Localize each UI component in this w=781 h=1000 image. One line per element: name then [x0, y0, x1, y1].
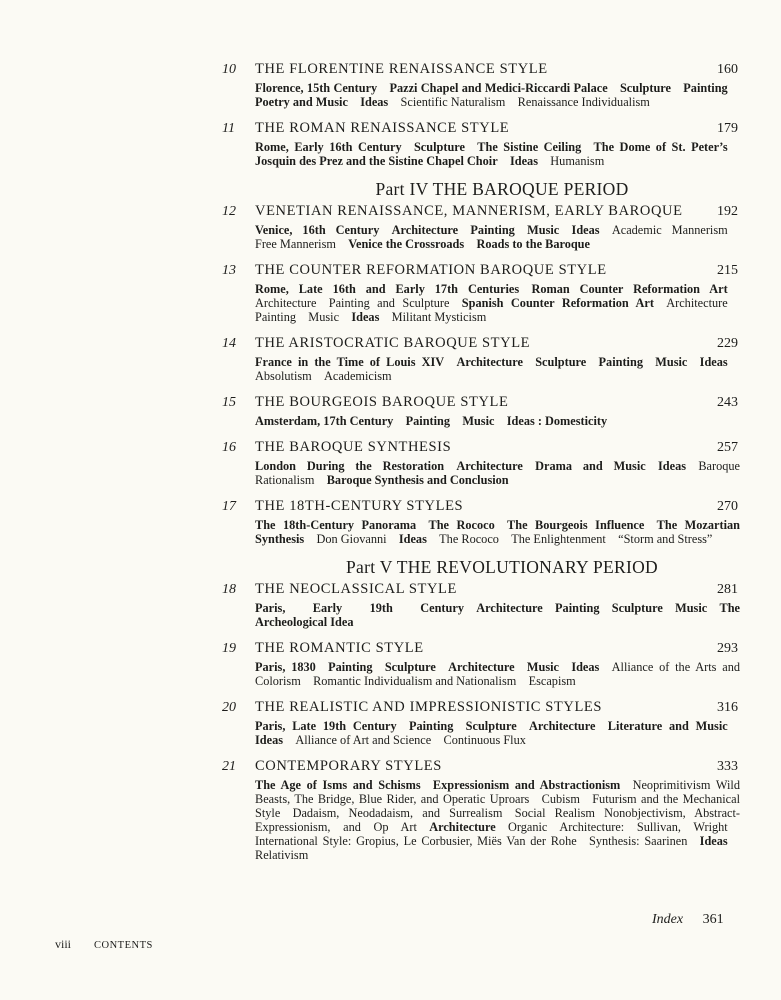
- description-segment: Painting: [328, 660, 373, 674]
- description-segment: Escapism: [528, 674, 576, 688]
- description-segment: The Rococo: [428, 518, 495, 532]
- description-segment: Sculpture: [413, 140, 465, 154]
- description-segment: The Sistine Ceiling: [477, 140, 582, 154]
- description-segment: Ideas : Domesticity: [506, 414, 608, 428]
- chapter-page-number: 270: [717, 499, 738, 514]
- description-segment: Architecture: [255, 296, 317, 310]
- toc-chapter-10[interactable]: [224, 60, 740, 109]
- description-segment: The Archeological Idea: [255, 601, 740, 629]
- chapter-title: THE FLORENTINE RENAISSANCE STYLE: [255, 61, 548, 77]
- toc-chapter-12[interactable]: [224, 202, 740, 251]
- chapter-heading: [224, 698, 740, 718]
- part-heading-iv: Part IV THE BAROQUE PERIOD: [375, 179, 629, 199]
- description-segment: Sculpture: [619, 81, 671, 95]
- chapter-heading: [224, 202, 740, 222]
- description-segment: Relativism: [255, 848, 309, 862]
- chapter-title: VENETIAN RENAISSANCE, MANNERISM, EARLY BAROQUE: [255, 203, 683, 219]
- chapter-heading: [224, 580, 740, 600]
- toc-chapter-11[interactable]: [224, 119, 740, 168]
- description-segment: Architecture: [456, 355, 523, 369]
- description-segment: Architecture: [529, 719, 596, 733]
- description-segment: Music: [308, 310, 340, 324]
- chapter-title: THE ARISTOCRATIC BAROQUE STYLE: [255, 335, 531, 351]
- part-heading-v: Part V THE REVOLUTIONARY PERIOD: [346, 557, 658, 577]
- description-segment: Organic Architecture: Sullivan, Wright: [508, 820, 728, 834]
- chapter-number: 12: [222, 204, 236, 219]
- chapter-heading: [224, 438, 740, 458]
- chapter-number: 18: [222, 582, 236, 597]
- description-segment: Literature and Music: [607, 719, 728, 733]
- description-segment: Painting: [598, 355, 643, 369]
- description-segment: Painting: [255, 310, 296, 324]
- chapter-number: 21: [222, 759, 236, 774]
- description-segment: Synthesis: Saarinen: [589, 834, 688, 848]
- description-segment: Militant Mysticism: [391, 310, 487, 324]
- description-segment: Architecture: [429, 820, 496, 834]
- page-footer: [55, 937, 153, 952]
- chapter-title: THE ROMANTIC STYLE: [255, 640, 424, 656]
- description-segment: Pazzi Chapel and Medici-Riccardi Palace: [389, 81, 608, 95]
- description-segment: Poetry and Music: [255, 95, 348, 109]
- description-segment: Paris, Early 19th Century: [255, 601, 464, 615]
- description-segment: Paris, 1830: [255, 660, 316, 674]
- chapter-heading: [224, 334, 740, 354]
- description-segment: Music: [462, 414, 495, 428]
- chapter-description: [255, 355, 740, 383]
- chapter-title: THE ROMAN RENAISSANCE STYLE: [255, 120, 510, 136]
- chapter-description: [255, 660, 740, 688]
- description-segment: Architecture: [456, 459, 523, 473]
- description-segment: Sculpture: [384, 660, 436, 674]
- chapter-title: THE BAROQUE SYNTHESIS: [255, 439, 452, 455]
- chapter-page-number: 293: [717, 641, 738, 656]
- description-segment: Ideas: [571, 223, 600, 237]
- description-segment: Expressionism and Abstractionism: [432, 778, 621, 792]
- description-segment: Absolutism: [255, 369, 312, 383]
- chapter-heading: [224, 497, 740, 517]
- chapter-heading: [224, 119, 740, 139]
- index-page: 361: [702, 912, 724, 927]
- chapter-description: [255, 518, 740, 546]
- description-segment: Sculpture: [611, 601, 663, 615]
- description-segment: Ideas: [658, 459, 687, 473]
- description-segment: Architecture: [448, 660, 515, 674]
- chapter-description: [255, 414, 740, 428]
- description-segment: London During the Restoration: [255, 459, 445, 473]
- description-segment: The 18th-Century Panorama: [255, 518, 417, 532]
- description-segment: Drama and Music: [535, 459, 646, 473]
- chapter-number: 11: [222, 121, 235, 136]
- chapter-description: [255, 282, 740, 324]
- description-segment: Rome, Early 16th Century: [255, 140, 402, 154]
- description-segment: Painting: [405, 414, 451, 428]
- chapter-heading: [224, 60, 740, 80]
- description-segment: Scientific Naturalism: [400, 95, 506, 109]
- toc-chapter-21[interactable]: [224, 757, 740, 862]
- chapter-number: 15: [222, 395, 236, 410]
- description-segment: Roman Counter Reformation Art: [531, 282, 728, 296]
- description-segment: Alliance of the Arts and Colorism: [255, 660, 741, 688]
- chapter-page-number: 229: [717, 336, 738, 351]
- description-segment: Architecture: [666, 296, 728, 310]
- chapter-page-number: 192: [717, 204, 738, 219]
- description-segment: Amsterdam, 17th Century: [255, 414, 394, 428]
- chapter-page-number: 179: [717, 121, 738, 136]
- chapter-page-number: 160: [717, 62, 738, 77]
- chapter-title: THE BOURGEOIS BAROQUE STYLE: [255, 394, 509, 410]
- description-segment: The Enlightenment: [511, 532, 606, 546]
- description-segment: Architecture: [391, 223, 459, 237]
- chapter-heading: [224, 757, 740, 777]
- description-segment: Rome, Late 16th and Early 17th Centuries: [255, 282, 520, 296]
- description-segment: “Storm and Stress”: [618, 532, 713, 546]
- description-segment: The Dome of St. Peter’s: [593, 140, 728, 154]
- toc-chapter-14[interactable]: [224, 334, 740, 383]
- chapter-title: THE COUNTER REFORMATION BAROQUE STYLE: [255, 262, 607, 278]
- description-segment: Social Realism Nonobjectivism, Abstract-Expressionism, and Op Art: [255, 806, 740, 834]
- toc: [224, 60, 740, 872]
- toc-chapter-15[interactable]: [224, 393, 740, 428]
- chapter-page-number: 243: [717, 395, 738, 410]
- toc-chapter-17[interactable]: [224, 497, 740, 546]
- description-segment: Paris, Late 19th Century: [255, 719, 397, 733]
- chapter-title: THE 18TH-CENTURY STYLES: [255, 498, 464, 514]
- description-segment: Architecture: [476, 601, 543, 615]
- description-segment: Neoprimitivism Wild Beasts, The Bridge, Blue Rider, and Operatic Uproars: [255, 778, 740, 806]
- description-segment: Free Mannerism: [255, 237, 336, 251]
- description-segment: Ideas: [255, 733, 284, 747]
- description-segment: Painting: [555, 601, 600, 615]
- toc-group-renaissance: [224, 60, 740, 168]
- toc-chapter-18[interactable]: [224, 580, 740, 629]
- description-segment: Josquin des Prez and the Sistine Chapel Choir: [255, 154, 498, 168]
- description-segment: The Rococo: [439, 532, 499, 546]
- description-segment: Florence, 15th Century: [255, 81, 378, 95]
- description-segment: Painting and Sculpture: [328, 296, 450, 310]
- description-segment: Venice, 16th Century: [255, 223, 380, 237]
- chapter-heading: [224, 639, 740, 659]
- description-segment: Venice the Crossroads: [348, 237, 465, 251]
- chapter-description: [255, 719, 740, 747]
- description-segment: Academic Mannerism: [611, 223, 728, 237]
- chapter-page-number: 316: [717, 700, 738, 715]
- description-segment: Romantic Individualism and Nationalism: [313, 674, 517, 688]
- description-segment: Alliance of Art and Science: [295, 733, 432, 747]
- description-segment: Futurism and the Mechanical Style: [255, 792, 740, 820]
- description-segment: Baroque Rationalism: [255, 459, 740, 487]
- chapter-description: [255, 223, 740, 251]
- description-segment: Ideas: [571, 660, 600, 674]
- description-segment: Music: [655, 355, 688, 369]
- page-number: viii: [55, 937, 72, 951]
- chapter-number: 10: [222, 62, 236, 77]
- chapter-number: 17: [222, 499, 236, 514]
- chapter-description: [255, 601, 740, 629]
- toc-chapter-13[interactable]: [224, 261, 740, 324]
- chapter-title: THE REALISTIC AND IMPRESSIONISTIC STYLES: [255, 699, 603, 715]
- description-segment: The Age of Isms and Schisms: [255, 778, 421, 792]
- toc-group-revolutionary: [224, 580, 740, 862]
- chapter-heading: [224, 261, 740, 281]
- description-segment: Ideas: [351, 310, 380, 324]
- index-label: Index: [652, 912, 684, 927]
- chapter-number: 13: [222, 263, 236, 278]
- chapter-page-number: 281: [717, 582, 738, 597]
- toc-chapter-19[interactable]: [224, 639, 740, 688]
- description-segment: Painting: [470, 223, 515, 237]
- description-segment: France in the Time of Louis XIV: [255, 355, 445, 369]
- toc-chapter-16[interactable]: [224, 438, 740, 487]
- chapter-description: [255, 81, 740, 109]
- description-segment: Music: [675, 601, 708, 615]
- chapter-heading: [224, 393, 740, 413]
- description-segment: The Mozartian Synthesis: [255, 518, 740, 546]
- chapter-page-number: 333: [717, 759, 738, 774]
- description-segment: Renaissance Individualism: [517, 95, 650, 109]
- chapter-number: 20: [222, 700, 236, 715]
- chapter-description: [255, 140, 740, 168]
- description-segment: Dadaism, Neodadaism, and Surrealism: [292, 806, 503, 820]
- description-segment: Music: [526, 660, 560, 674]
- footer-label: CONTENTS: [94, 940, 153, 951]
- description-segment: Humanism: [550, 154, 605, 168]
- toc-chapter-20[interactable]: [224, 698, 740, 747]
- description-segment: Sculpture: [535, 355, 587, 369]
- description-segment: The Bourgeois Influence: [507, 518, 645, 532]
- chapter-title: CONTEMPORARY STYLES: [255, 758, 442, 774]
- description-segment: Academicism: [324, 369, 392, 383]
- chapter-number: 16: [222, 440, 236, 455]
- description-segment: Roads to the Baroque: [476, 237, 590, 251]
- chapter-description: [255, 459, 740, 487]
- toc-group-baroque: [224, 202, 740, 546]
- chapter-page-number: 257: [717, 440, 738, 455]
- description-segment: Ideas: [360, 95, 389, 109]
- index-entry[interactable]: [652, 912, 724, 928]
- chapter-page-number: 215: [717, 263, 738, 278]
- description-segment: Sculpture: [465, 719, 517, 733]
- description-segment: Ideas: [699, 355, 728, 369]
- description-segment: Cubism: [541, 792, 580, 806]
- description-segment: International Style: Gropius, Le Corbusier, Miës Van der Rohe: [255, 834, 577, 848]
- description-segment: Ideas: [398, 532, 427, 546]
- description-segment: Baroque Synthesis and Conclusion: [326, 473, 509, 487]
- description-segment: Painting: [683, 81, 728, 95]
- description-segment: Music: [527, 223, 560, 237]
- description-segment: Painting: [408, 719, 454, 733]
- description-segment: Spanish Counter Reformation Art: [461, 296, 654, 310]
- chapter-number: 14: [222, 336, 236, 351]
- description-segment: Continuous Flux: [443, 733, 526, 747]
- description-segment: Ideas: [509, 154, 538, 168]
- chapter-description: [255, 778, 740, 862]
- description-segment: Don Giovanni: [316, 532, 387, 546]
- chapter-number: 19: [222, 641, 236, 656]
- chapter-title: THE NEOCLASSICAL STYLE: [255, 581, 457, 597]
- description-segment: Ideas: [699, 834, 728, 848]
